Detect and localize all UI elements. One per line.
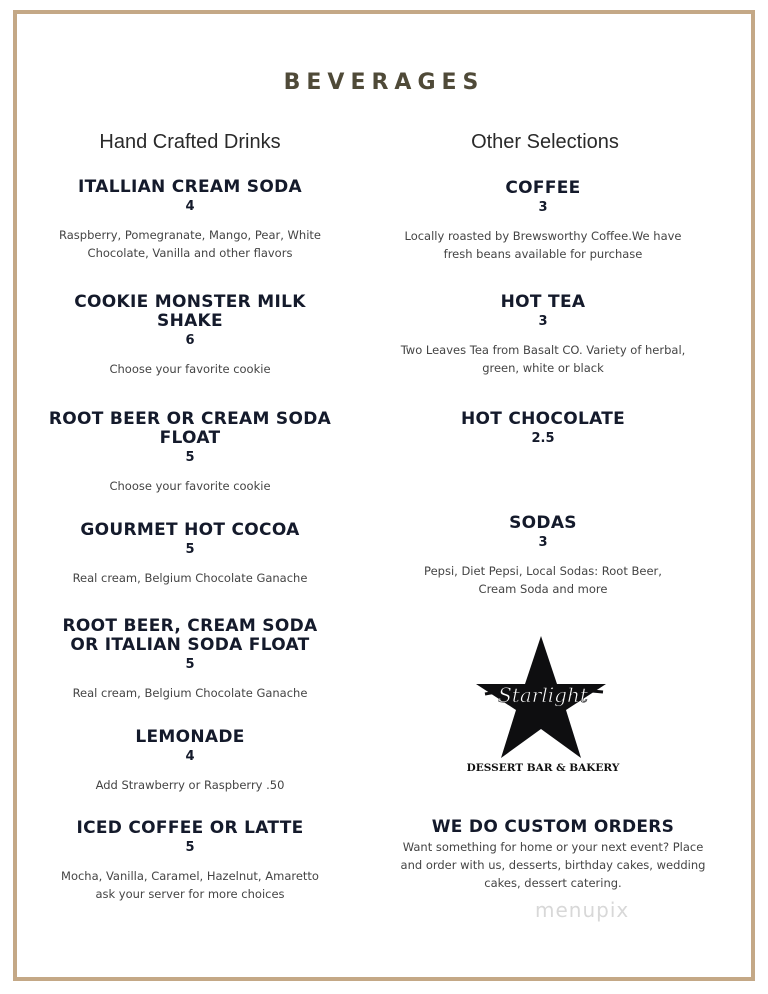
item-price: 3	[538, 535, 548, 550]
menu-item-sodas	[398, 514, 688, 598]
menu-item-coffee	[398, 179, 688, 263]
item-name: SODAS	[509, 513, 577, 533]
item-price: 5	[185, 542, 195, 557]
starlight-logo	[463, 632, 623, 777]
menu-item-root-beer-float	[45, 410, 335, 495]
item-description: Add Strawberry or Raspberry .50	[95, 778, 285, 792]
item-name: HOT TEA	[500, 292, 586, 312]
menu-item-cookie-monster-milk-shake	[45, 293, 335, 378]
item-description: Choose your favorite cookie	[109, 479, 271, 493]
item-description: Real cream, Belgium Chocolate Ganache	[72, 571, 308, 585]
item-description: Two Leaves Tea from Basalt CO. Variety of herbal, green, white or black	[400, 343, 686, 375]
menu-item-lemonade	[45, 728, 335, 794]
right-column-heading: Other Selections	[471, 131, 619, 153]
watermark: menupix	[535, 898, 630, 922]
item-price: 5	[185, 450, 195, 465]
item-name: GOURMET HOT COCOA	[80, 520, 300, 540]
item-name: ICED COFFEE OR LATTE	[76, 818, 304, 838]
menu-item-italian-cream-soda	[45, 178, 335, 262]
item-name: COFFEE	[505, 178, 581, 198]
item-description: Real cream, Belgium Chocolate Ganache	[72, 686, 308, 700]
custom-orders-description: Want something for home or your next event? Place and order with us, desserts, birthday cakes, wedding cakes, dessert catering.	[400, 840, 706, 890]
item-name: HOT CHOCOLATE	[460, 409, 626, 429]
item-price: 3	[538, 314, 548, 329]
left-column-heading: Hand Crafted Drinks	[99, 131, 281, 153]
item-description: Locally roasted by Brewsworthy Coffee.We have fresh beans available for purchase	[404, 229, 682, 261]
menu-item-iced-coffee	[45, 819, 335, 903]
item-price: 5	[185, 657, 195, 672]
item-name: COOKIE MONSTER MILK SHAKE	[74, 292, 306, 331]
menu-item-soda-float	[45, 617, 335, 702]
item-price: 4	[185, 749, 195, 764]
menu-item-hot-tea	[398, 293, 688, 377]
item-price: 5	[185, 840, 195, 855]
item-name: ROOT BEER, CREAM SODA OR ITALIAN SODA FLOAT	[62, 616, 318, 655]
item-description: Raspberry, Pomegranate, Mango, Pear, White Chocolate, Vanilla and other flavors	[59, 228, 321, 260]
item-price: 6	[185, 333, 195, 348]
menu-item-gourmet-hot-cocoa	[45, 521, 335, 587]
star-icon	[463, 632, 623, 777]
item-name: ROOT BEER OR CREAM SODA FLOAT	[48, 409, 332, 448]
logo-subtitle: DESSERT BAR & BAKERY	[466, 762, 620, 774]
logo-script-text: Starlight	[498, 683, 588, 707]
item-price: 3	[538, 200, 548, 215]
menu-item-hot-chocolate	[398, 410, 688, 448]
custom-orders-section	[398, 818, 708, 892]
item-price: 4	[185, 199, 195, 214]
custom-orders-heading: WE DO CUSTOM ORDERS	[431, 817, 675, 837]
item-price: 2.5	[531, 431, 555, 446]
item-description: Pepsi, Diet Pepsi, Local Sodas: Root Beer, Cream Soda and more	[424, 564, 662, 596]
page-title: BEVERAGES	[283, 70, 485, 95]
item-name: ITALLIAN CREAM SODA	[78, 177, 302, 197]
item-description: Mocha, Vanilla, Caramel, Hazelnut, Amaretto ask your server for more choices	[61, 869, 319, 901]
item-name: LEMONADE	[135, 727, 245, 747]
item-description: Choose your favorite cookie	[109, 362, 271, 376]
